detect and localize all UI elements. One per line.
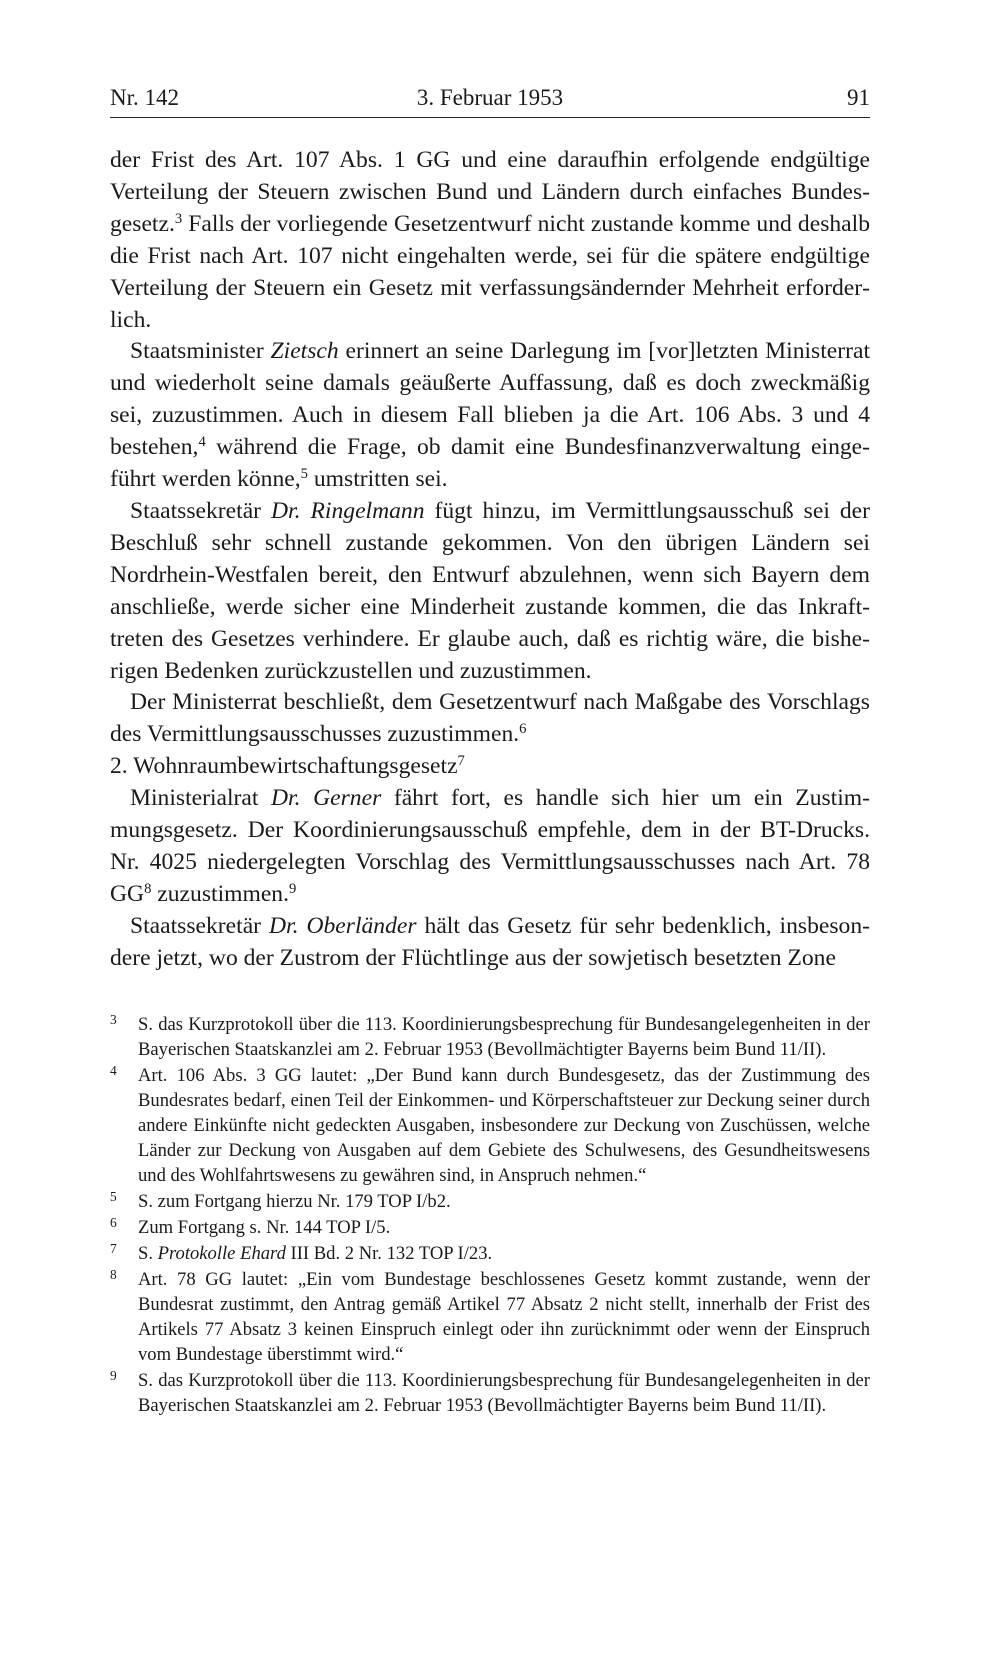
text-run: fährt fort, es handle sich hier um ein Zustimmungsgesetz. Der Koordinierungsausschuß empfehle, dem in der BT-Drucks. Nr. 4025 niedergelegten Vorschlag des Vermittlungsausschusses nach Art. 78 GG bbox=[110, 785, 870, 907]
footnote-number: 3 bbox=[110, 1012, 117, 1027]
text-run: Der Ministerrat beschließt, dem Gesetzentwurf nach Maßgabe des Vorschlags des Vermittlungsausschusses zuzustimmen. bbox=[110, 689, 870, 748]
footnote-number: 4 bbox=[110, 1063, 117, 1078]
text-run: zuzustimmen. bbox=[151, 880, 289, 907]
footnote bbox=[110, 1241, 870, 1266]
footnote-reference: 8 bbox=[144, 880, 152, 897]
footnote-number: 8 bbox=[110, 1267, 117, 1282]
footnote bbox=[110, 1063, 870, 1188]
text-run: Falls der vorliegende Gesetzentwurf nicht zustande komme und deshalb die Frist nach Art. 107 nicht eingehalten werde, sei für die spätere endgültige Verteilung der Steuern ein Gesetz mit verfassungsändernder Mehrheit erforderlich. bbox=[110, 210, 870, 333]
footnote-reference: 4 bbox=[198, 434, 206, 451]
text-run: Staatssekretär bbox=[130, 497, 272, 524]
text-run: III Bd. 2 Nr. 132 TOP I/23. bbox=[285, 1243, 493, 1264]
text-run: Art. 106 Abs. 3 GG lautet: „Der Bund kann durch Bundesgesetz, das der Zustimmung des Bundesrates bedarf, einen Teil der Einkommen- und Körperschaftsteuer zur Deckung seiner durch andere Einkünfte nicht gedeckten Ausgaben, insbesondere zur Deckung von Zuschüssen, welche Länder zur Deckung von Ausgaben auf dem Gebiete des Schulwesens, des Gesundheitswesens und des Wohlfahrtswesens zu gewähren sind, in Anspruch nehmen.“ bbox=[138, 1065, 870, 1186]
document-number: Nr. 142 bbox=[110, 85, 179, 110]
footnote-number: 7 bbox=[110, 1241, 117, 1256]
main-text bbox=[110, 145, 870, 975]
text-run: S. zum Fortgang hierzu Nr. 179 TOP I/b2. bbox=[138, 1191, 451, 1212]
person-name: Dr. Ringelmann bbox=[271, 497, 425, 524]
paragraph bbox=[110, 911, 870, 975]
text-run: S. das Kurzprotokoll über die 113. Koordinierungsbesprechung für Bundesangelegenheiten in der Bayerischen Staatskanzlei am 2. Februar 1953 (Bevollmächtigter Bayerns beim Bund 11/II). bbox=[138, 1370, 870, 1416]
paragraph bbox=[110, 336, 870, 496]
page-number: 91 bbox=[847, 85, 870, 110]
footnote bbox=[110, 1368, 870, 1418]
footnote bbox=[110, 1267, 870, 1367]
text-run: Zum Fortgang s. Nr. 144 TOP I/5. bbox=[138, 1217, 391, 1238]
text-run: während die Frage, ob damit eine Bundesfinanzverwaltung eingeführt werden könne, bbox=[110, 434, 870, 493]
footnote bbox=[110, 1189, 870, 1214]
paragraph bbox=[110, 783, 870, 911]
agenda-item-heading bbox=[110, 751, 870, 783]
person-name: Protokolle Ehard bbox=[157, 1243, 286, 1264]
footnote-number: 9 bbox=[110, 1368, 117, 1383]
footnotes bbox=[110, 1012, 870, 1419]
footnote-reference: 5 bbox=[300, 466, 308, 483]
text-run: Ministerialrat bbox=[130, 785, 272, 812]
person-name: Dr. Oberländer bbox=[269, 912, 417, 939]
footnote-reference: 7 bbox=[457, 753, 465, 770]
footnote-reference: 9 bbox=[289, 880, 297, 897]
header-date: 3. Februar 1953 bbox=[416, 85, 564, 110]
text-run: erinnert an seine Darlegung im [vor]letzten Ministerrat und wiederholt seine damals geäußerte Auffassung, daß es doch zweckmäßig sei, zuzustimmen. Auch in diesem Fall blieben ja die Art. 106 Abs. 3 und 4 bestehen, bbox=[110, 338, 871, 461]
text-run: Staatssekretär bbox=[130, 912, 269, 939]
footnote bbox=[110, 1215, 870, 1240]
text-run: S. das Kurzprotokoll über die 113. Koordinierungsbesprechung für Bundesangelegenheiten in der Bayerischen Staatskanzlei am 2. Februar 1953 (Bevollmächtigter Bayerns beim Bund 11/II). bbox=[138, 1014, 870, 1060]
text-run: fügt hinzu, im Vermittlungsausschuß sei der Beschluß sehr schnell zustande gekommen. Von den übrigen Ländern sei Nordrhein-Westfalen bereit, den Entwurf abzulehnen, wenn sich Bayern dem anschließe, werde sicher eine Minderheit zustande kommen, die das Inkrafttreten des Gesetzes verhindere. Er glaube auch, daß es richtig wäre, die bisherigen Bedenken zurückzustellen und zuzustimmen. bbox=[110, 497, 871, 684]
text-run: der Frist des Art. 107 Abs. 1 GG und eine daraufhin erfolgende endgültige Verteilung der Steuern zwischen Bund und Ländern durch einfaches Bundesgesetz. bbox=[110, 147, 870, 237]
person-name: Dr. Gerner bbox=[271, 785, 382, 812]
paragraph bbox=[110, 496, 870, 687]
text-run: hält das Gesetz für sehr bedenklich, insbesondere jetzt, wo der Zustrom der Flüchtlinge aus der sowjetisch besetzten Zone bbox=[110, 912, 870, 971]
footnote-reference: 6 bbox=[519, 721, 527, 738]
footnote-number: 5 bbox=[110, 1189, 117, 1204]
paragraph bbox=[110, 687, 870, 751]
paragraph bbox=[110, 145, 870, 336]
footnote bbox=[110, 1012, 870, 1062]
text-run: umstritten sei. bbox=[307, 466, 448, 493]
text-run: S. bbox=[138, 1243, 158, 1264]
person-name: Zietsch bbox=[270, 338, 339, 365]
text-run: Staatsminister bbox=[130, 338, 271, 365]
text-run: 2. Wohnraumbewirtschaftungsgesetz bbox=[110, 753, 458, 780]
running-header bbox=[110, 83, 870, 118]
footnote-reference: 3 bbox=[174, 210, 183, 227]
text-run: Art. 78 GG lautet: „Ein vom Bundestage beschlossenes Gesetz kommt zustande, wenn der Bundesrat zustimmt, den Antrag gemäß Artikel 77 Absatz 2 nicht stellt, innerhalb der Frist des Artikels 77 Absatz 3 keinen Einspruch einlegt oder ihn zurücknimmt oder wenn der Einspruch vom Bundestage überstimmt wird.“ bbox=[138, 1269, 870, 1365]
footnote-number: 6 bbox=[110, 1215, 117, 1230]
